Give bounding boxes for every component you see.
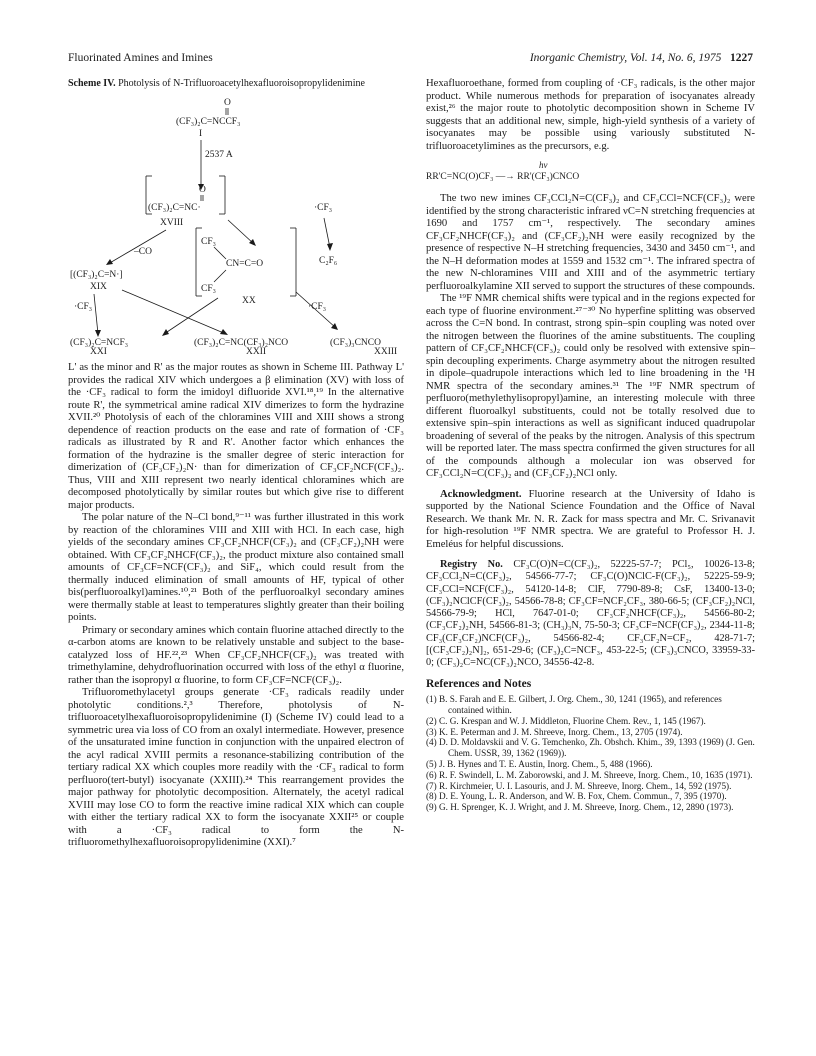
journal-citation: Inorganic Chemistry, Vol. 14, No. 6, 1975 [529, 52, 722, 64]
compound-XVIII: (CF₃)₂C=NC· [148, 203, 201, 213]
label-C2F6: C₂F₆ [319, 256, 338, 266]
references-title: References and Notes [426, 677, 532, 690]
equation-hv: hν [539, 160, 548, 170]
compound-I: (CF₃)₂C=NCCF₃ [176, 117, 241, 127]
right-paragraph-2: The two new imines CF₃CCl₂N=C(CF₃)₂ and CF₃CCl=NCF(CF₃)₂ were identified by the strong characteristic infrared νC=N stretching frequencies at 1690 and 1757 cm⁻¹, respectively. The secondary amines CF₃CF₂NHCF(CF₃)₂ and (CF₃CF₂)₂NH were easily recognized by the presence of respective N–H stretching frequencies, 3430 and 3450 cm⁻¹, and the N–H deformation modes at 1559 and 1532 cm⁻¹. The infrared spectra of the new N-chloramines VIII and XIII and of the asymmetric tertiary perfluoroalkylamine XII served to support the structures of these compounds. [426, 193, 755, 292]
scheme-title: Photolysis of N-Trifluoroacetylhexafluoroisopropylidenimine [118, 78, 365, 89]
acknowledgment-paragraph [426, 489, 755, 552]
label-XXIII: XXIII [374, 347, 398, 354]
scheme-iv-diagram [68, 96, 404, 354]
compound-XXI: (CF₃)₂C=NCF₃ [70, 338, 129, 348]
label-CF3-left: ·CF₃ [74, 302, 93, 312]
compound-XIX: [(CF₃)₂C=N·] [70, 270, 123, 280]
right-paragraph-3: The ¹⁹F NMR chemical shifts were typical and in the regions expected for each type of fluorine environment.²⁷⁻³⁰ No hyperfine splitting was observed across the C=N bond. In contrast, strong spin–spin coupling was noted over the nitrogen between the fluorines of the amine substituents. The coupling pattern of CF₃CF₂NHCF(CF₃)₂ could only be resolved with extensive spin–spin decoupling experiments. Charge asymmetry about the nitrogen resulted in dipole–quadrupole interactions which led to line broadening in the ¹H NMR spectra of the secondary amines.³¹ The ¹⁹F NMR spectrum of perfluoro(methylethylisopropyl)amine, an interesting molecule with three different fluoroalkyl substituents, could not be totally resolved due to extensive spin–spin interactions as well as significant induced quadrupolar broadening of several of the peaks by the nitrogen. Analysis of this spectrum will be reported later. The mass spectra confirmed the given structures for all of the compounds although a molecular ion was observed for CF₃CCl₂N=C(CF₃)₂ and (CF₃CF₂)₂NCl only. [426, 293, 755, 479]
left-paragraph-2: The polar nature of the N–Cl bond,⁹⁻¹¹ was further illustrated in this work by reaction of the chloramines VIII and XIII with HCl. In each case, high yields of the secondary amines CF₃CF₂NHCF(CF₃)₂ and (CF₃CF₂)₂NH were obtained. With CF₃CF₂NHCF(CF₃)₂, the product mixture also contained small amounts of CF₃CF=NCF(CF₃)₂ and SiF₄, which could result from the thermally induced elimination of small amounts of HF, typical of other bis(perfluoroalkyl)amines.¹⁰,²¹ Both of the perfluoroalkyl secondary amines were thermally stable at least to temperatures slightly greater than their boiling points. [68, 512, 404, 623]
reference-item: (1) B. S. Farah and E. E. Gilbert, J. Org. Chem., 30, 1241 (1965), and references contained within. [426, 694, 722, 715]
label-CF3-top: CF₃ [201, 237, 216, 247]
registry-title: Registry No. [440, 559, 503, 570]
label-CF3-right: ·CF₃ [308, 302, 327, 312]
label-CF3-bottom: CF₃ [201, 284, 216, 294]
registry-paragraph [426, 559, 755, 670]
label-XIX: XIX [90, 282, 107, 292]
references-list [426, 694, 755, 813]
reference-item: (3) K. E. Peterman and J. M. Shreeve, Inorg. Chem., 13, 2705 (1974). [426, 726, 683, 737]
label-wavelength: 2537 A [205, 150, 233, 160]
reference-item: (6) R. F. Swindell, L. M. Zaborowski, and J. M. Shreeve, Inorg. Chem., 10, 1635 (1971). [426, 769, 753, 780]
compound-XXII: (CF₃)₂C=NC(CF₃)₂NCO [194, 338, 289, 348]
label-CF3-radical: ·CF₃ [314, 203, 333, 213]
reference-item: (2) C. G. Krespan and W. J. Middleton, Fluorine Chem. Rev., 1, 145 (1967). [426, 715, 706, 726]
reference-item: (9) G. H. Sprenger, K. J. Wright, and J. M. Shreeve, Inorg. Chem., 12, 2890 (1973). [426, 802, 734, 813]
label-O: O [224, 98, 231, 108]
right-paragraph-1: Hexafluoroethane, formed from coupling of ·CF₃ radicals, is the other major product. While numerous methods for preparation of isocyanates already exist,²⁶ the major route to photolytic decomposition shown in Scheme IV suggests that an additional new, simple, high-yield synthesis of a variety of isocyanates may be possible using variously substituted N-trifluoroacetylimines as the precursors, e.g. [426, 78, 755, 152]
left-paragraph-3: Primary or secondary amines which contain fluorine attached directly to the α-carbon atoms are known to be relatively unstable and subject to the base-catalyzed loss of HF.²²,²³ When CF₃CF₂NHCF(CF₃)₂ was treated with trimethylamine, dehydrofluorination occurred with loss of the ethyl α fluorine, rather than the isopropyl α fluorine, to form CF₃CF=NCF(CF₃)₂. [68, 624, 404, 686]
page-number: 1227 [730, 52, 753, 64]
reference-item: (8) D. E. Young, L. R. Anderson, and W. B. Fox, Chem. Commun., 7, 395 (1970). [426, 791, 727, 802]
label-XXII: XXII [246, 347, 267, 354]
right-column [426, 78, 755, 813]
label-XX: XX [242, 296, 256, 306]
isocyanate-equation [426, 161, 755, 183]
scheme-caption [68, 78, 404, 90]
compound-XXIII: (CF₃)₃CNCO [330, 338, 381, 348]
scheme-label: Scheme IV. [68, 78, 116, 89]
running-header-title: Fluorinated Amines and Imines [68, 52, 213, 64]
left-column [68, 78, 404, 850]
registry-text: CF₃C(O)N=C(CF₃)₂, 52225-57-7; PCl₅, 10026-13-8; CF₃CCl₂N=C(CF₃)₂, 54566-77-7; CF₃C(O)NClC-F(CF₃)₂, 52225-59-9; CF₃CCl=NCF(CF₃)₂, 54120-14-8; ClF, 7790-89-8; CsF, 13400-13-0; (CF₃)₂NClCF(CF₃)₂, 54566-78-8; CF₃CF=NCF₂CF₃, 380-66-5; (CF₃CF₂)₂NCl, 54566-79-9; HCl, 7647-01-0; CF₃CF₂NHCF(CF₃)₂, 54566-80-2; (CF₃CF₂)₂NH, 54566-81-3; (CH₃)₃N, 75-50-3; CF₃CF=NCF(CF₃)₂, 2344-11-8; CF₃(CF₃CF₂)NCF(CF₃)₂, 54566-82-4; CF₃CF₂N=CF₂, 428-71-7; [(CF₃CF₂)₂N]₂, 651-29-6; (CF₃)₂C=NCF₃, 453-22-5; (CF₃)₃CNCO, 33959-33-0; (CF₃)₂C=NC(CF₃)₂NCO, 34556-42-8. [426, 559, 755, 669]
reference-item: (4) D. D. Moldavskii and V. G. Temchenko, Zh. Obshch. Khim., 39, 1393 (1969) (J. Gen. Chem. USSR, 39, 1362 (1969)). [426, 737, 755, 759]
label-XXI: XXI [90, 347, 107, 354]
running-header-journal [530, 52, 753, 64]
reference-item: (7) R. Kirchmeier, U. I. Lasouris, and J. M. Shreeve, Inorg. Chem., 14, 592 (1975). [426, 780, 732, 791]
reference-item: (5) J. B. Hynes and T. E. Austin, Inorg. Chem., 5, 488 (1966). [426, 758, 653, 769]
acknowledgment-title: Acknowledgment. [440, 488, 522, 500]
label-XVIII: XVIII [160, 218, 184, 228]
label-O-radical: O [199, 185, 206, 195]
acknowledgment-text: Fluorine research at the University of Idaho is supported by the National Science Foundation and the Office of Naval Research. We thank Mr. N. R. Zack for mass spectra and Mr. C. Srivanavit for high-resolution ¹⁹F NMR spectra. We are grateful to Professor H. J. Emeléus for helpful discussions. [426, 488, 755, 550]
label-I: I [199, 129, 203, 139]
compound-XX: CN=C=O [226, 259, 264, 269]
label-minus-CO: –CO [134, 247, 152, 257]
left-paragraph-1: L' as the minor and R' as the major routes as shown in Scheme III. Pathway L' provides the radical XIV which undergoes a β elimination (XV) with loss of the ·CF₃ radical to form the imidoyl difluoride XVI.¹⁸,¹⁹ In the alternative route R', the symmetrical amine radical XIV dimerizes to form the hydrazine XVII.²⁰ Photolysis of each of the chloramines VIII and XIII shows a strong dependence of reaction products on the ease and rate of formation of ·CF₃ radicals as illustrated by R and R'. Another factor which enhances the formation of the hydrazine is the smaller degree of steric interaction for dimerization of (CF₃CF₂)₂N· than for dimerization of CF₃CF₂NCF(CF₃)₂. Thus, VIII and XIII represent two nearly identical chloramines which are decomposed photolytically by similar routes but which give rise to different major products. [68, 362, 404, 511]
left-paragraph-4: Trifluoromethylacetyl groups generate ·CF₃ radicals readily under photolytic conditions.²,³ Therefore, photolysis of N-trifluoroacetylhexafluoroisopropylidenimine (I) (Scheme IV) could lead to a symmetric urea via loss of CO from an oxalyl intermediate. However, presence of the unsaturated imine function in conjunction with the unpaired electron of the acyl radical XVIII permits a resonance-stabilizing contribution of the tertiary radical XX which couples more readily with the ·CF₃ radical to form perfluoro(tert-butyl) isocyanate (XXIII).²⁴ This rearrangement provides the major pathway for photolytic decomposition. Alternately, the acetyl radical XVIII may lose CO to form the reactive imine radical XIX which can couple with either the tertiary radical XX to form the isocyanate XXII²⁵ or couple with a ·CF₃ radical to form the N-trifluoromethylhexafluoroisopropylidenimine (XXI).⁷ [68, 687, 404, 848]
equation-text: RR'C=NC(O)CF₃ —→ RR'(CF₃)CNCO [426, 172, 580, 182]
reaction-scheme-svg [68, 96, 404, 354]
